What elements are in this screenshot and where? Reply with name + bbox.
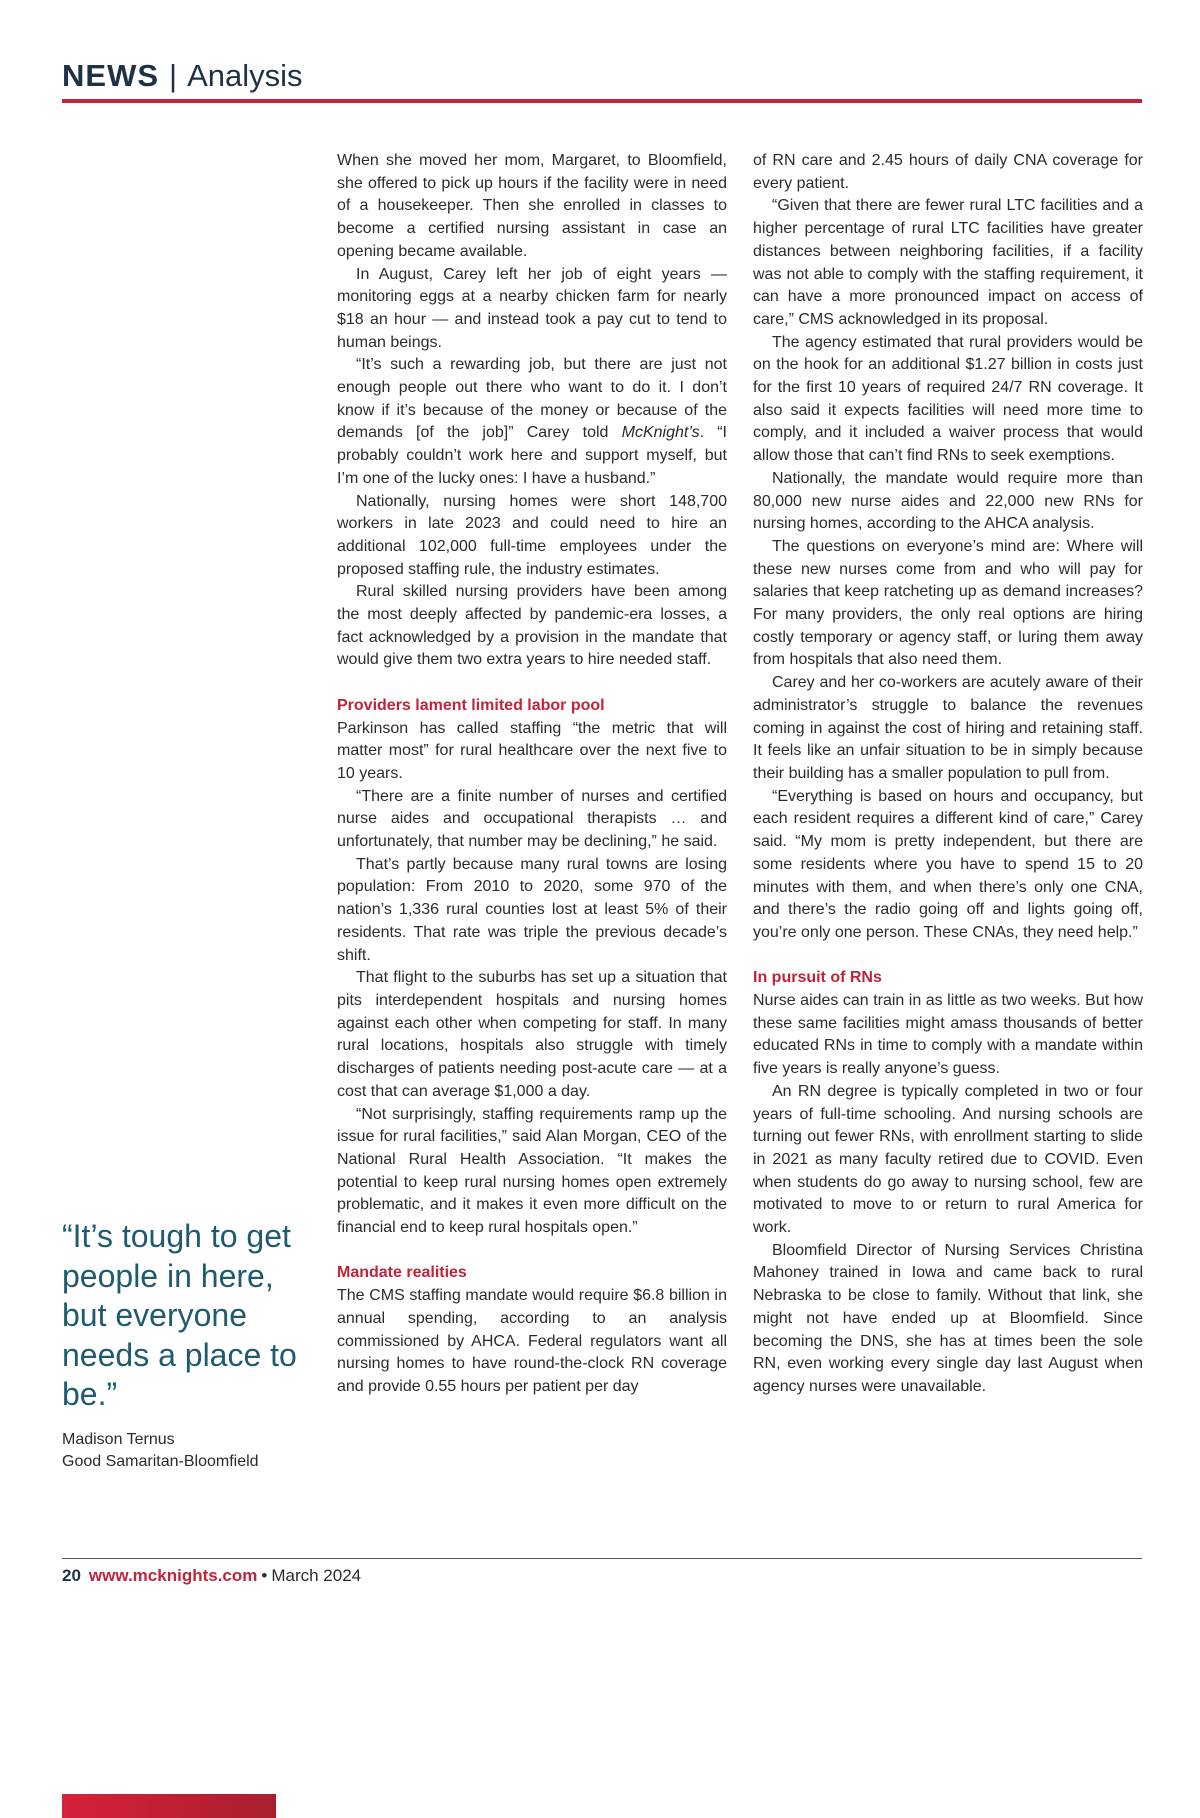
section-label <box>62 58 303 94</box>
paragraph: The agency estimated that rural providers would be on the hook for an additional $1.27 billion in costs just for the first 10 years of required 24/7 RN coverage. It also said it expects facilities will need more time to comply, and it included a waiver process that would allow those that can’t find RNs to seek exemptions. <box>753 333 1143 465</box>
paragraph: When she moved her mom, Margaret, to Bloomfield, she offered to pick up hours if the facility were in need of a housekeeper. Then she enrolled in classes to become a certified nursing assistant in case an opening became available. <box>337 152 727 260</box>
pull-quote <box>62 1217 302 1473</box>
text-run: “It’s such a rewarding job, but there are just not enough people out there who want to do it. I don’t know if it’s because of the money or because of the demands [of the job]” Carey told <box>337 356 727 442</box>
paragraph: That flight to the suburbs has set up a situation that pits interdependent hospitals and nursing homes against each other when competing for staff. In many rural locations, hospitals also struggle with timely discharges of patients needing post-acute care — at a cost that can average $1,000 a day. <box>337 969 727 1100</box>
paragraph: Parkinson has called staffing “the metric that will matter most” for rural healthcare over the next five to 10 years. <box>337 719 727 782</box>
article-column-2 <box>753 150 1143 1399</box>
subheading: In pursuit of RNs <box>753 969 882 987</box>
paragraph: “Not surprisingly, staffing requirements ramp up the issue for rural facilities,” said Alan Morgan, CEO of the National Rural Health Association. “It makes the potential to keep rural nursing homes open extremely problematic, and it makes it even more difficult on the financial end to keep rural hospitals open.” <box>337 1105 727 1237</box>
paragraph: In August, Carey left her job of eight years — monitoring eggs at a nearby chicken farm for nearly $18 an hour — and instead took a pay cut to tend to human beings. <box>337 265 727 351</box>
attribution-name: Madison Ternus <box>62 1430 175 1448</box>
paragraph: The questions on everyone’s mind are: Where will these new nurses come from and who will pay for salaries that keep ratcheting up as demand increases? For many providers, the only real options are hiring costly temporary or agency staff, or luring them away from hospitals that also need them. <box>753 537 1143 669</box>
section-separator: | <box>169 58 178 93</box>
paragraph: Bloomfield Director of Nursing Services Christina Mahoney trained in Iowa and came back to rural Nebraska to be close to family. Without that link, she might not have ended up at Bloomfield. Since becoming the DNS, she has at times been the sole RN, even working every single day last August when agency nurses were unavailable. <box>753 1241 1143 1395</box>
pull-quote-accent-bar <box>62 1794 276 1818</box>
article-column-1 <box>337 150 727 1399</box>
paragraph: “Given that there are fewer rural LTC facilities and a higher percentage of rural LTC facilities have greater distances between neighboring facilities, if a facility was not able to comply with the staffing requirement, it can have a more pronounced impact on access of care,” CMS acknowledged in its proposal. <box>753 197 1143 328</box>
header-rule <box>62 99 1142 103</box>
website-link[interactable]: www.mcknights.com <box>88 1566 258 1585</box>
page-footer <box>62 1566 361 1586</box>
issue-date: March 2024 <box>271 1566 362 1585</box>
publication-name: McKnight’s <box>621 424 700 442</box>
paragraph: of RN care and 2.45 hours of daily CNA coverage for every patient. <box>753 152 1143 192</box>
paragraph: Nationally, the mandate would require more than 80,000 new nurse aides and 22,000 new RNs for nursing homes, according to the AHCA analysis. <box>753 469 1143 533</box>
subheading: Mandate realities <box>337 1264 467 1282</box>
paragraph: Carey and her co-workers are acutely aware of their administrator’s struggle to balance the revenues coming in against the cost of hiring and retaining staff. It feels like an unfair situation to be in simply because their building has a smaller population to pull from. <box>753 674 1143 782</box>
paragraph: An RN degree is typically completed in two or four years of full-time schooling. And nursing schools are turning out fewer RNs, with enrollment starting to slide in 2021 as many faculty retired due to COVID. Even when students do go away to nursing school, few are motivated to move to or return to rural America for work. <box>753 1082 1143 1237</box>
section-name: NEWS <box>62 58 159 93</box>
subheading: Providers lament limited labor pool <box>337 696 605 714</box>
pull-quote-attribution <box>62 1429 302 1473</box>
page-number: 20 <box>62 1566 81 1585</box>
paragraph: That’s partly because many rural towns are losing population: From 2010 to 2020, some 970 of the nation’s 1,336 rural counties lost at least 5% of their residents. That rate was triple the previous decade’s shift. <box>337 855 727 964</box>
pull-quote-text: “It’s tough to get people in here, but everyone needs a place to be.” <box>62 1218 297 1412</box>
paragraph: The CMS staffing mandate would require $6.8 billion in annual spending, according to an analysis commissioned by AHCA. Federal regulators want all nursing homes to have round-the-clock RN coverage and provide 0.55 hours per patient per day <box>337 1287 727 1395</box>
attribution-org: Good Samaritan-Bloomfield <box>62 1452 259 1470</box>
page-header <box>62 52 1142 102</box>
paragraph: Nurse aides can train in as little as two weeks. But how these same facilities might amass thousands of better educated RNs in time to comply with a mandate within five years is really anyone’s guess. <box>753 992 1143 1078</box>
footer-bullet: • <box>261 1566 268 1585</box>
paragraph: Rural skilled nursing providers have been among the most deeply affected by pandemic-era losses, a fact acknowledged by a provision in the mandate that would give them two extra years to hire needed staff. <box>337 583 727 669</box>
paragraph <box>337 354 727 490</box>
text-run: . “I probably couldn’t work here and support myself, but I’m one of the lucky ones: I have a husband.” <box>337 424 728 487</box>
subsection-name: Analysis <box>187 58 303 93</box>
paragraph: “There are a finite number of nurses and certified nurse aides and occupational therapists … and unfortunately, that number may be declining,” he said. <box>337 787 727 851</box>
paragraph: “Everything is based on hours and occupancy, but each resident requires a different kind of care,” Carey said. “My mom is pretty independent, but there are some residents where you have to spend 15 to 20 minutes with them, and when there’s only one CNA, and there’s the radio going off and lights going off, you’re only one person. These CNAs, they need help.” <box>753 787 1143 941</box>
paragraph: Nationally, nursing homes were short 148,700 workers in late 2023 and could need to hire an additional 102,000 full-time employees under the proposed staffing rule, the industry estimates. <box>337 492 727 578</box>
footer-rule <box>62 1558 1142 1559</box>
